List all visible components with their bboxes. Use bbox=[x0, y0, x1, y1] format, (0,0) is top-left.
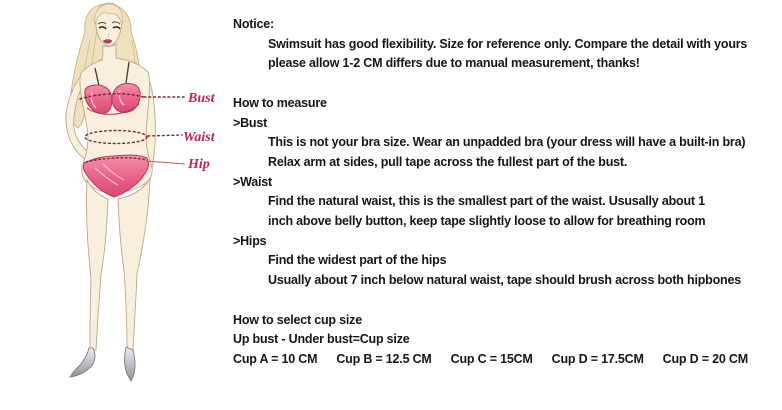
spacer bbox=[233, 291, 781, 311]
bust-label: Bust bbox=[188, 91, 215, 106]
spacer bbox=[233, 74, 781, 94]
measurement-figure bbox=[0, 0, 232, 405]
how-to-measure-heading: How to measure bbox=[233, 95, 327, 110]
legs bbox=[86, 178, 150, 351]
cup-size-item: Cup B = 12.5 CM bbox=[336, 351, 432, 366]
cup-size-item: Cup D = 20 CM bbox=[662, 351, 748, 366]
waist-label: Waist bbox=[183, 130, 215, 145]
woman-sketch-illustration bbox=[0, 0, 232, 405]
cup-size-item: Cup C = 15CM bbox=[450, 351, 533, 366]
hips-section-label: >Hips bbox=[233, 233, 267, 248]
cup-size-item: Cup A = 10 CM bbox=[233, 351, 318, 366]
shoes bbox=[70, 347, 135, 381]
waist-instruction: Find the natural waist, this is the smallest part of the waist. Ususally about 1 bbox=[268, 194, 705, 209]
bust-instruction: Relax arm at sides, pull tape across the fullest part of the bust. bbox=[268, 154, 628, 169]
waist-section-label: >Waist bbox=[233, 174, 272, 189]
bust-instruction: This is not your bra size. Wear an unpadded bra (your dress will have a built-in bra) bbox=[268, 135, 746, 150]
notice-heading: Notice: bbox=[233, 17, 274, 31]
notice-line: Swimsuit has good flexibility. Size for reference only. Compare the detail with yours bbox=[268, 36, 748, 51]
cup-size-formula: Up bust - Under bust=Cup size bbox=[233, 332, 410, 347]
cup-size-heading: How to select cup size bbox=[233, 312, 362, 327]
hips-instruction: Usually about 7 inch below natural waist, tape should brush across both hipbones bbox=[268, 273, 741, 288]
notice-line: please allow 1-2 CM differs due to manual measurement, thanks! bbox=[268, 56, 640, 71]
cup-size-item: Cup D = 17.5CM bbox=[551, 351, 644, 366]
instructions-text bbox=[233, 15, 781, 370]
hip-label: Hip bbox=[188, 157, 210, 172]
cup-size-values bbox=[233, 350, 781, 370]
hips-instruction: Find the widest part of the hips bbox=[268, 253, 447, 268]
waist-instruction: inch above belly button, keep tape slightly loose to allow for breathing room bbox=[268, 214, 706, 229]
bust-section-label: >Bust bbox=[233, 115, 268, 130]
